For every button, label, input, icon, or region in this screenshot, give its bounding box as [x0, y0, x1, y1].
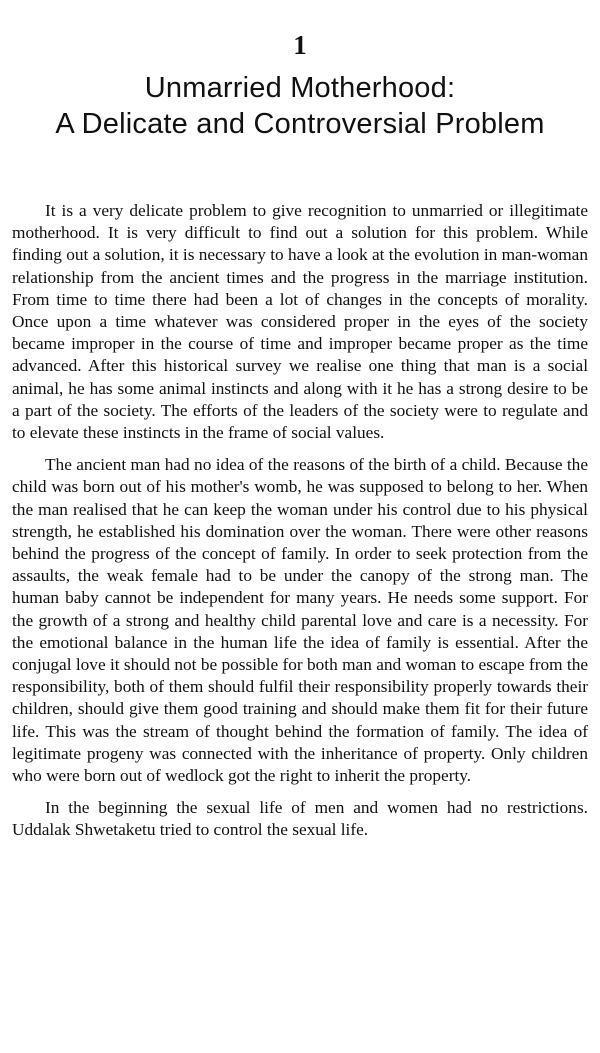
chapter-body — [12, 200, 588, 852]
paragraph: It is a very delicate problem to give recognition to unmarried or illegitimate motherhood. It is very difficult to find out a solution for this problem. While finding out a solution, it is necessary to have a look at the evolution in man-woman relationship from the ancient times and the progress in the marriage institution. From time to time there had been a lot of changes in the concepts of morality. Once upon a time whatever was considered proper in the eyes of the society became improper in the course of time and improper became proper as the time advanced. After this historical survey we realise one thing that man is a social animal, he has some animal instincts and along with it he has a strong desire to be a part of the society. The efforts of the leaders of the society were to regulate and to elevate these instincts in the frame of social values. — [12, 201, 588, 443]
chapter-title-line-2: A Delicate and Controversial Problem — [55, 108, 545, 140]
chapter-title-line-1: Unmarried Motherhood: — [144, 72, 456, 104]
paragraph: The ancient man had no idea of the reasons of the birth of a child. Because the child was born out of his mother's womb, he was supposed to belong to her. When the man realised that he can keep the woman under his control due to his physical strength, he established his domination over the woman. There were other reasons behind the progress of the concept of family. In order to seek protection from the assaults, the weak female had to be under the canopy of the strong man. The human baby cannot be independent for many years. He needs some support. For the growth of a strong and healthy child parental love and care is a necessity. For the emotional balance in the human life the idea of family is essential. After the conjugal love it should not be possible for both man and woman to escape from the responsibility, both of them should fulfil their responsibility properly towards their children, should give them good training and should make them fit for their future life. This was the stream of thought behind the formation of family. The idea of legitimate progeny was connected with the inheritance of property. Only children who were born out of wedlock got the right to inherit the property. — [12, 455, 588, 786]
chapter-number: 1 — [293, 30, 307, 60]
chapter-title — [0, 70, 600, 142]
paragraph: In the beginning the sexual life of men and women had no restrictions. Uddalak Shwetaketu tried to control the sexual life. — [12, 798, 588, 840]
